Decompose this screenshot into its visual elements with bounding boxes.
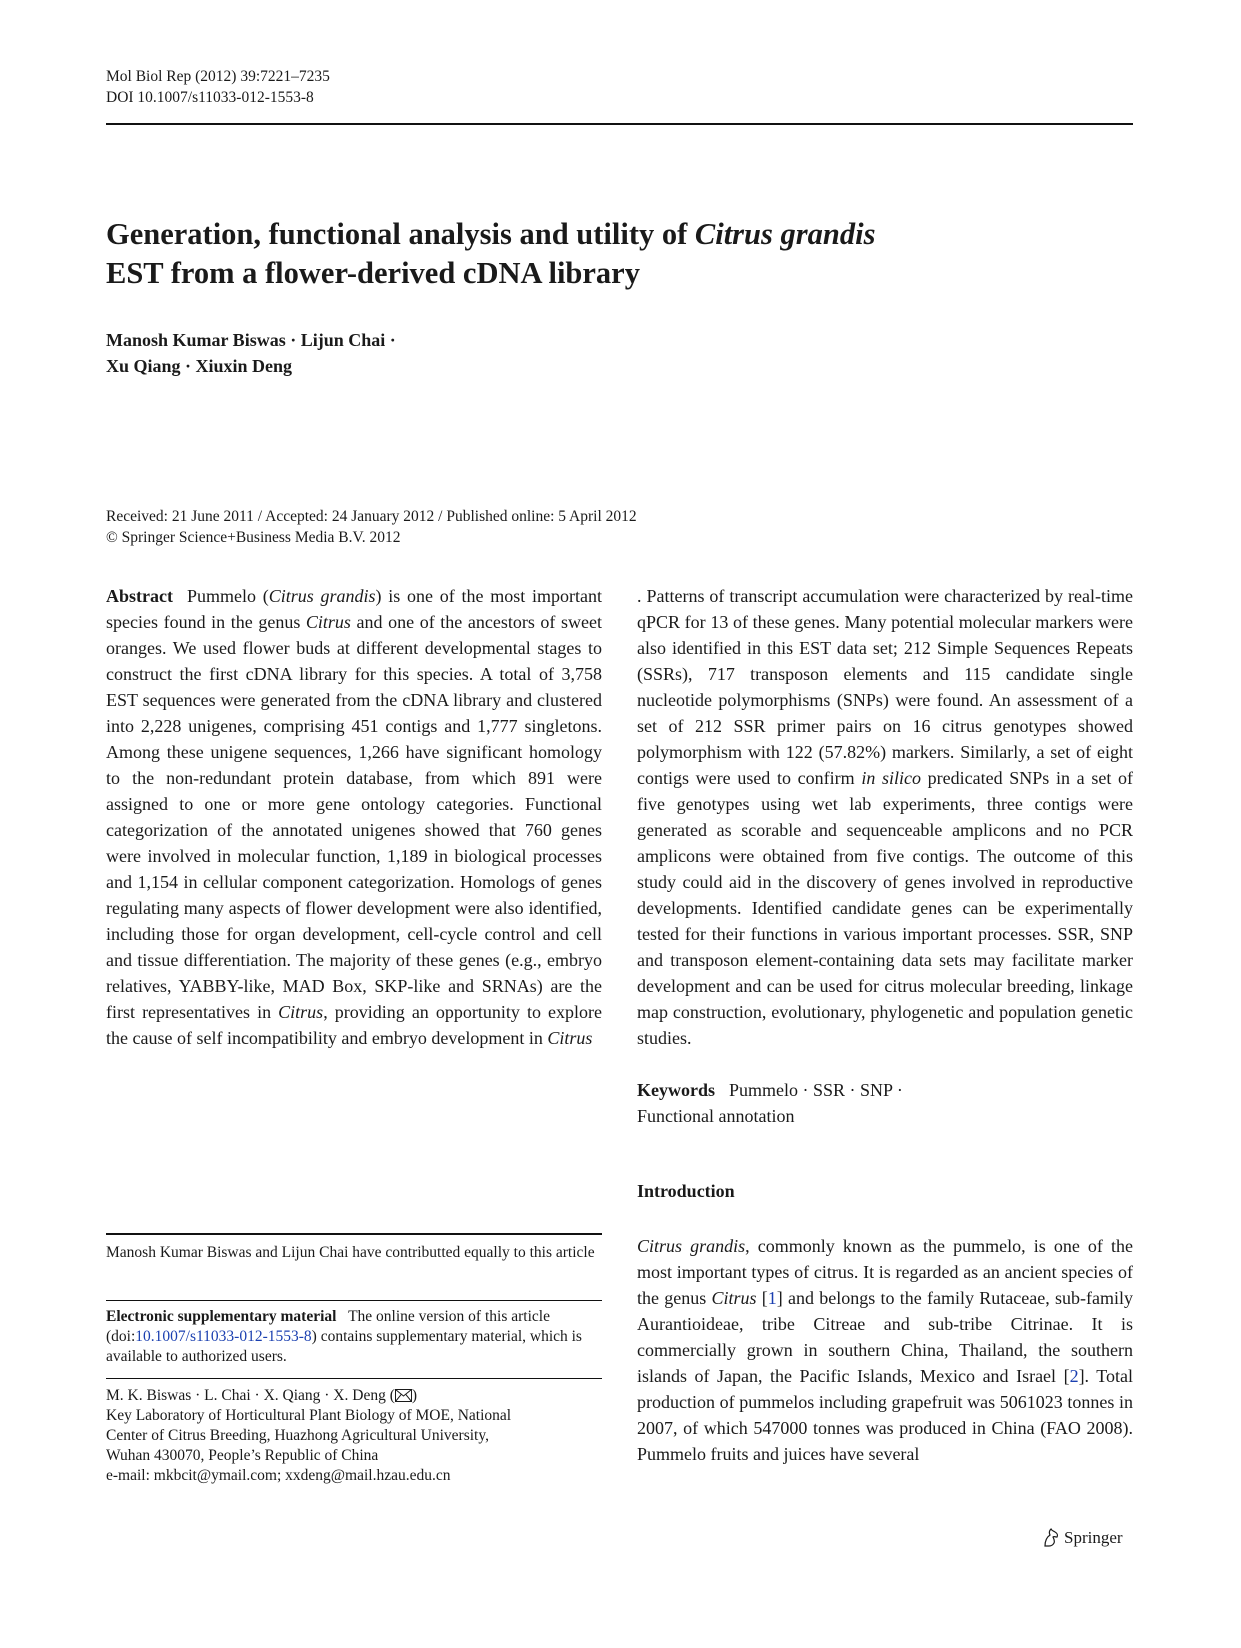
introduction-text: Citrus grandis, commonly known as the pummelo, is one of the most important types of citrus. It is regarded as an ancient species of the genus Citrus [1] and belongs to the family Rutaceae, sub-family Aurantioideae, tribe Citreae and sub-tribe Citrinae. It is commercially grown in southern China, Thailand, the southern islands of Japan, the Pacific Islands, Mexico and Israel [2]. Total production of pummelos including grapefruit was 5061023 tonnes in 2007, of which 547000 tonnes was produced in China (FAO 2008). Pummelo fruits and juices have several — [637, 1236, 1134, 1464]
contact-email: e-mail: mkbcit@ymail.com; xxdeng@mail.hzau.edu.cn — [106, 1467, 451, 1484]
footnote-divider — [106, 1378, 602, 1379]
footnote-rule — [106, 1233, 602, 1235]
author-list: Manosh Kumar Biswas · Lijun Chai · Xu Qiang · Xiuxin Deng — [106, 330, 396, 376]
publisher-logo: Springer — [1042, 1528, 1123, 1548]
supplementary-note: Electronic supplementary material The online version of this article (doi:10.1007/s11033-012-1553-8) contains supplementary material, which is available to authorized users. — [106, 1308, 582, 1365]
abstract-column-right: . Patterns of transcript accumulation were characterized by real-time qPCR for 13 of these genes. Many potential molecular markers were also identified in this EST data set; 212 Simple Sequences Repeats (SSRs), 717 transposon elements and 115 candidate single nucleotide polymorphisms (SNPs) were found. An assessment of a set of 212 SSR primer pairs on 16 citrus genotypes showed polymorphism with 122 (57.82%) markers. Similarly, a set of eight contigs were used to confirm in silico predicated SNPs in a set of five genotypes using wet lab experiments, three contigs were generated as scorable and sequenceable amplicons and no PCR amplicons were obtained from five contigs. The outcome of this study could aid in the discovery of genes involved in reproductive developments. Identified candidate genes can be experimentally tested for their functions in various important processes. SSR, SNP and transposon element-containing data sets may facilitate marker development and can be used for citrus molecular breeding, linkage map construction, evolutionary, phylogenetic and population genetic studies. — [637, 586, 1133, 1048]
citation-link-1[interactable]: 1 — [767, 1288, 777, 1308]
received-accepted-line: Received: 21 June 2011 / Accepted: 24 January 2012 / Published online: 5 April 2012 — [106, 508, 637, 525]
title-species: Citrus grandis — [694, 217, 876, 251]
equal-contribution-note: Manosh Kumar Biswas and Lijun Chai have contributted equally to this article — [106, 1244, 595, 1261]
copyright-line: © Springer Science+Business Media B.V. 2012 — [106, 529, 401, 546]
citation-link-2[interactable]: 2 — [1069, 1366, 1079, 1386]
abstract-label: Abstract — [106, 586, 173, 606]
affiliation-block: M. K. Biswas · L. Chai · X. Qiang · X. Deng ( ) Key Laboratory of Horticultural Plant Biology of MOE, National Center of Citrus Breeding, Huazhong Agricultural University, Wuhan 430070, People’s Republic of China e-mail: mkbcit@ymail.com; xxdeng@mail.hzau.edu.cn — [106, 1386, 602, 1486]
springer-horse-icon — [1042, 1528, 1060, 1548]
supplementary-doi-link[interactable]: 10.1007/s11033-012-1553-8 — [135, 1328, 312, 1345]
abstract-column-left: Abstract Pummelo (Citrus grandis) is one of the most important species found in the genus Citrus and one of the ancestors of sweet oranges. We used flower buds at different developmental stages to construct the first cDNA library for this species. A total of 3,758 EST sequences were generated from the cDNA library and clustered into 2,228 unigenes, comprising 451 contigs and 1,777 singletons. Among these unigene sequences, 1,266 have significant homology to the non-redundant protein database, from which 891 were assigned to one or more gene ontology categories. Functional categorization of the annotated unigenes showed that 760 genes were involved in molecular function, 1,189 in biological processes and 1,154 in cellular component categorization. Homologs of genes regulating many aspects of flower development were also identified, including those for organ development, cell-cycle control and cell and tissue differentiation. The majority of these genes (e.g., embryo relatives, YABBY-like, MAD Box, SKP-like and SRNAs) are the first representatives in Citrus, providing an opportunity to explore the cause of self incompatibility and embryo development in Citrus — [106, 586, 602, 1048]
introduction-heading: Introduction — [637, 1181, 735, 1201]
doi-line: DOI 10.1007/s11033-012-1553-8 — [106, 89, 314, 106]
envelope-icon — [395, 1389, 412, 1402]
keywords-label: Keywords — [637, 1080, 715, 1100]
publication-dates — [106, 506, 637, 548]
keywords: Keywords Pummelo · SSR · SNP · Functional annotation — [637, 1080, 903, 1126]
journal-citation: Mol Biol Rep (2012) 39:7221–7235 — [106, 68, 330, 85]
article-title: Generation, functional analysis and utility of Citrus grandis EST from a flower-derived cDNA library — [106, 217, 876, 290]
journal-header — [106, 66, 330, 108]
header-rule — [106, 123, 1133, 125]
footnote-divider — [106, 1300, 602, 1301]
